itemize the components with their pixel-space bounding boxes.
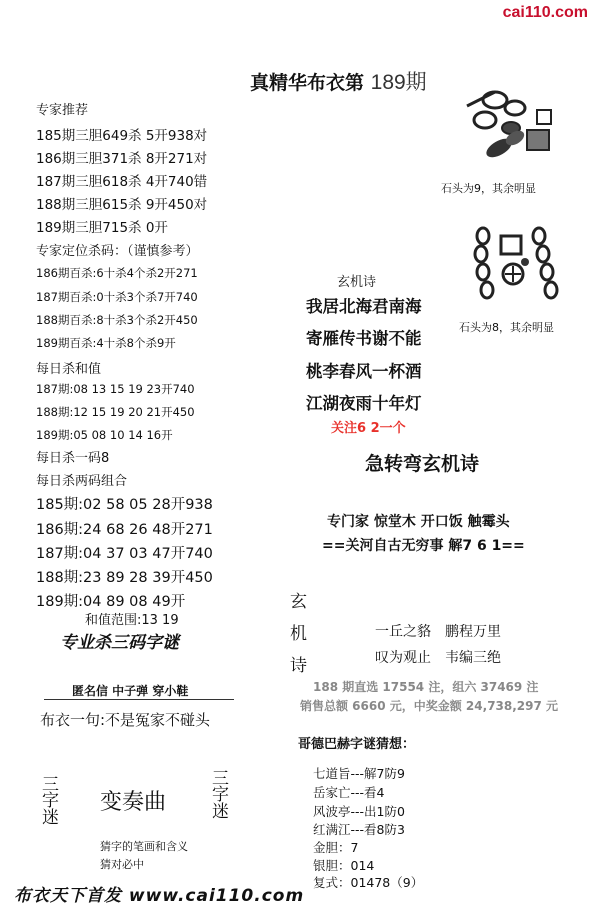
three-char-left-1: 三 [42,775,59,795]
mystic-poem-line: 寄雁传书谢不能 [306,329,422,348]
kill-one-code: 每日杀一码8 [36,451,110,466]
position-kill-item: 188期百杀:8十杀3个杀2开450 [36,313,198,327]
stone-caption-1: 石头为9，其余明显 [441,182,536,195]
position-kill-item: 189期百杀:4十杀8个杀9开 [36,336,176,350]
goethe-item: 银胆：014 [313,858,375,873]
three-char-left-2: 字 [42,791,59,811]
mystic-poem-line: 江湖夜雨十年灯 [306,394,422,413]
kill-two-heading: 每日杀两码组合 [36,474,128,489]
mystic-focus: 关注6 2一个 [331,421,406,436]
buyi-phrase: 布衣一句:不是冤家不碰头 [40,711,211,729]
sharp-turn-line1: 专门家 惊堂木 开口饭 触霉头 [327,514,510,530]
sum-kill-item: 189期:05 08 10 14 16开 [36,428,173,442]
goethe-item: 红满江---看8防3 [313,822,405,837]
mystic-poem-line: 我居北海君南海 [306,297,422,316]
sum-kill-heading: 每日杀和值 [36,362,102,377]
guess-note-1: 猜字的笔画和含义 [100,840,188,853]
sharp-turn-title: 急转弯玄机诗 [365,453,480,475]
kill-two-item: 187期:04 37 03 47开740 [36,546,213,562]
kill-two-item: 189期:04 89 08 49开 [36,594,186,610]
kill-two-item: 186期:24 68 26 48开271 [36,522,213,538]
sum-kill-item: 188期:12 15 19 20 21开450 [36,405,195,419]
expert-item: 186期三胆371杀 8开271对 [36,151,208,167]
site-logo: cai110.com [502,4,588,21]
position-kill-heading: 专家定位杀码：（谨慎参考） [36,244,199,259]
expert-item: 188期三胆615杀 9开450对 [36,197,208,213]
goethe-item: 风波亭---出1防0 [313,804,405,819]
goethe-item: 七道旨---解7防9 [313,766,405,781]
expert-item: 189期三胆715杀 0开 [36,220,168,236]
riddle-title: 专业杀三码字谜 [60,633,179,653]
mystic-poem-heading: 玄机诗 [337,275,377,290]
xuanji-line2: 叹为观止 韦编三绝 [375,650,501,666]
kill-two-item: 188期:23 89 28 39开450 [36,570,213,586]
goethe-item: 复式：01478（9） [313,875,424,890]
three-char-left-3: 迷 [42,808,59,828]
guess-note-2: 猜对必中 [100,858,144,871]
goethe-item: 金胆：7 [313,840,359,855]
expert-item: 185期三胆649杀 5开938对 [36,128,208,144]
three-char-right-2: 字 [212,785,229,805]
goethe-heading: 哥德巴赫字谜猜想： [298,737,416,752]
goethe-item: 岳家亡---看4 [313,785,385,800]
divider [44,699,234,700]
mystic-poem-line: 桃李春风一杯酒 [306,362,422,381]
sales-line2: 销售总额 6660 元，中奖金额 24,738,297 元 [300,699,559,713]
kill-two-item: 185期:02 58 05 28开938 [36,497,213,513]
sum-range: 和值范围:13 19 [85,613,179,628]
experts-heading: 专家推荐 [36,103,89,118]
title-text: 真精华布衣第 [250,72,365,94]
xuanji-char-3: 诗 [290,656,307,676]
stone-caption-2: 石头为8，其余明显 [459,321,554,334]
expert-item: 187期三胆618杀 4开740错 [36,174,208,190]
sharp-turn-line2: ==关河自古无穷事 解7 6 1== [322,538,525,554]
position-kill-item: 187期百杀:0十杀3个杀7开740 [36,290,198,304]
footer-banner: 布衣天下首发 www.cai110.com [14,886,305,906]
page-title [250,66,427,96]
stone-cartoon-1 [455,86,565,170]
anon-letter: 匿名信 中子弹 穿小鞋 [72,684,189,698]
xuanji-char-2: 机 [290,624,307,644]
three-char-right-1: 三 [212,769,229,789]
stone-cartoon-2 [465,222,575,312]
title-issue: 189期 [370,71,427,94]
xuanji-line1: 一丘之貉 鹏程万里 [375,624,501,640]
sum-kill-item: 187期:08 13 15 19 23开740 [36,382,195,396]
sales-line1: 188 期直选 17554 注，组六 37469 注 [313,680,539,694]
three-char-right-3: 迷 [212,802,229,822]
riddle-answer: 变奏曲 [100,790,167,815]
xuanji-char-1: 玄 [290,592,307,612]
position-kill-item: 186期百杀:6十杀4个杀2开271 [36,266,198,280]
